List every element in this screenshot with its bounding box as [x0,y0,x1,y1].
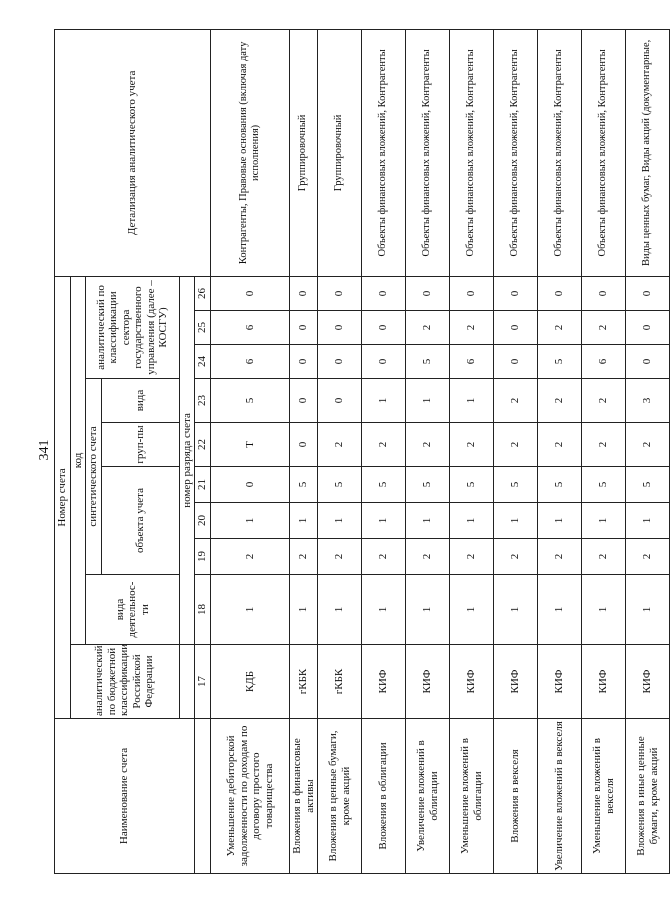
cell-c18: 1 [450,575,494,645]
cell-c25: 6 [211,311,290,345]
cell-c25: 2 [538,311,582,345]
cell-c23: 0 [290,379,318,423]
cell-c23: 1 [406,379,450,423]
digit-25: 25 [195,311,211,345]
digit-17: 17 [195,645,211,719]
table-row [582,29,626,873]
cell-c24: 0 [626,345,670,379]
digit-23: 23 [195,379,211,423]
cell-code: гКБК [318,645,362,719]
cell-code: КИФ [406,645,450,719]
cell-c24: 5 [406,345,450,379]
cell-c18: 1 [626,575,670,645]
table-row [494,29,538,873]
cell-c19: 2 [290,539,318,575]
table-row [290,29,318,873]
cell-c22: 0 [290,423,318,467]
page-number: 341 [37,439,52,461]
cell-c22: 2 [626,423,670,467]
cell-c26: 0 [318,276,362,310]
cell-c23: 2 [582,379,626,423]
cell-c26: 0 [582,276,626,310]
digit-20: 20 [195,503,211,539]
cell-c20: 1 [626,503,670,539]
cell-c24: 0 [362,345,406,379]
cell-c18: 1 [538,575,582,645]
header-object: объекта учета [101,467,179,575]
header-activity-type: вида деятельнос-ти [86,575,180,645]
cell-name: Вложения в векселя [494,719,538,874]
cell-code: КИФ [582,645,626,719]
cell-c25: 0 [290,311,318,345]
cell-c22: 2 [582,423,626,467]
cell-c24: 0 [318,345,362,379]
cell-c23: 2 [494,379,538,423]
digit-18: 18 [195,575,211,645]
header-analytic-budget: аналитический по бюджетной классификации Российской Федерации [70,645,179,719]
cell-c19: 2 [450,539,494,575]
cell-name: Вложения в облигации [362,719,406,874]
cell-code: КИФ [450,645,494,719]
cell-c22: 2 [362,423,406,467]
cell-c19: 2 [626,539,670,575]
cell-c24: 0 [290,345,318,379]
cell-c18: 1 [582,575,626,645]
cell-name: Вложения в ценные бумаги, кроме акций [318,719,362,874]
cell-c20: 1 [538,503,582,539]
header-account-name: Наименование счета [55,719,195,874]
cell-c21: 5 [362,467,406,503]
cell-c20: 1 [406,503,450,539]
cell-c21: 0 [211,467,290,503]
cell-c25: 0 [362,311,406,345]
cell-c21: 5 [406,467,450,503]
cell-c23: 5 [211,379,290,423]
cell-c21: 5 [626,467,670,503]
cell-name: Уменьшение вложений в векселя [582,719,626,874]
cell-c25: 0 [626,311,670,345]
cell-c25: 2 [406,311,450,345]
cell-c19: 2 [494,539,538,575]
digit-22: 22 [195,423,211,467]
digit-21: 21 [195,467,211,503]
cell-c22: 2 [494,423,538,467]
cell-detail: Объекты финансовых вложений, Контрагенты [450,29,494,276]
rotated-table-container [54,30,660,874]
cell-c25: 2 [450,311,494,345]
cell-c22: 2 [318,423,362,467]
cell-c20: 1 [362,503,406,539]
cell-detail: Контрагенты, Правовые основания (включая дату исполнения) [211,29,290,276]
table-body [211,29,670,873]
cell-c26: 0 [450,276,494,310]
cell-c20: 1 [318,503,362,539]
cell-c24: 6 [211,345,290,379]
cell-code: КИФ [494,645,538,719]
cell-c19: 2 [362,539,406,575]
cell-code: гКБК [290,645,318,719]
cell-c25: 0 [494,311,538,345]
cell-code: КИФ [538,645,582,719]
index-blank [195,719,211,874]
cell-detail: Объекты финансовых вложений, Контрагенты [538,29,582,276]
cell-detail: Объекты финансовых вложений, Контрагенты [494,29,538,276]
cell-c18: 1 [290,575,318,645]
cell-c18: 1 [494,575,538,645]
cell-c18: 1 [406,575,450,645]
cell-name: Увеличение вложений в облигации [406,719,450,874]
cell-c22: 2 [406,423,450,467]
cell-code: КИФ [362,645,406,719]
digit-19: 19 [195,539,211,575]
header-code: код [70,276,86,644]
cell-c25: 2 [582,311,626,345]
cell-c25: 0 [318,311,362,345]
cell-c19: 2 [582,539,626,575]
cell-c26: 0 [626,276,670,310]
cell-detail: Группировочный [290,29,318,276]
cell-c19: 2 [318,539,362,575]
cell-c20: 1 [211,503,290,539]
header-digit-number: номер разряда счета [179,276,195,644]
cell-code: КИФ [626,645,670,719]
cell-c21: 5 [538,467,582,503]
cell-c26: 0 [494,276,538,310]
table-row [450,29,494,873]
digit-24: 24 [195,345,211,379]
cell-c21: 5 [318,467,362,503]
cell-name: Увеличение вложений в векселя [538,719,582,874]
header-blank [179,645,195,719]
header-group: груп-пы [101,423,179,467]
cell-c23: 1 [450,379,494,423]
cell-c24: 6 [582,345,626,379]
table-row [626,29,670,873]
cell-c19: 2 [538,539,582,575]
cell-name: Вложения в иные ценные бумаги, кроме акций [626,719,670,874]
cell-c22: Т [211,423,290,467]
cell-c26: 0 [406,276,450,310]
cell-c22: 2 [450,423,494,467]
table-row [318,29,362,873]
cell-detail: Группировочный [318,29,362,276]
table-row [362,29,406,873]
cell-c23: 1 [362,379,406,423]
cell-c23: 0 [318,379,362,423]
accounts-table [54,29,670,874]
cell-name: Вложения в финансовые активы [290,719,318,874]
cell-c26: 0 [290,276,318,310]
cell-c26: 0 [538,276,582,310]
table-row [538,29,582,873]
cell-c22: 2 [538,423,582,467]
cell-c21: 5 [450,467,494,503]
cell-c18: 1 [211,575,290,645]
cell-c20: 1 [582,503,626,539]
cell-c21: 5 [582,467,626,503]
digit-26: 26 [195,276,211,310]
cell-name: Уменьшение вложений в облигации [450,719,494,874]
header-kind: вида [101,379,179,423]
cell-c20: 1 [290,503,318,539]
cell-detail: Объекты финансовых вложений, Контрагенты [582,29,626,276]
cell-c20: 1 [450,503,494,539]
cell-c26: 0 [211,276,290,310]
cell-c19: 2 [406,539,450,575]
cell-c21: 5 [494,467,538,503]
cell-c23: 2 [538,379,582,423]
cell-c19: 2 [211,539,290,575]
cell-c24: 0 [494,345,538,379]
cell-c20: 1 [494,503,538,539]
table-row [406,29,450,873]
cell-c24: 6 [450,345,494,379]
cell-c21: 5 [290,467,318,503]
cell-detail: Объекты финансовых вложений, Контрагенты [362,29,406,276]
cell-c26: 0 [362,276,406,310]
cell-code: КДБ [211,645,290,719]
cell-detail: Виды ценных бумаг, Виды акций (документарные, [626,29,670,276]
header-detail: Детализация аналитического учета [55,29,211,276]
cell-c18: 1 [318,575,362,645]
cell-c18: 1 [362,575,406,645]
table-row [211,29,290,873]
cell-name: Уменьшение дебиторской задолженности по доходам по договору простого товарищества [211,719,290,874]
header-synthetic: синтетического счета [86,379,102,575]
cell-c23: 3 [626,379,670,423]
header-kosgu: аналитический по классификации сектора государственного управления (далее – КОСГУ) [86,276,180,378]
cell-detail: Объекты финансовых вложений, Контрагенты [406,29,450,276]
header-account-number: Номер счета [55,276,71,718]
cell-c24: 5 [538,345,582,379]
